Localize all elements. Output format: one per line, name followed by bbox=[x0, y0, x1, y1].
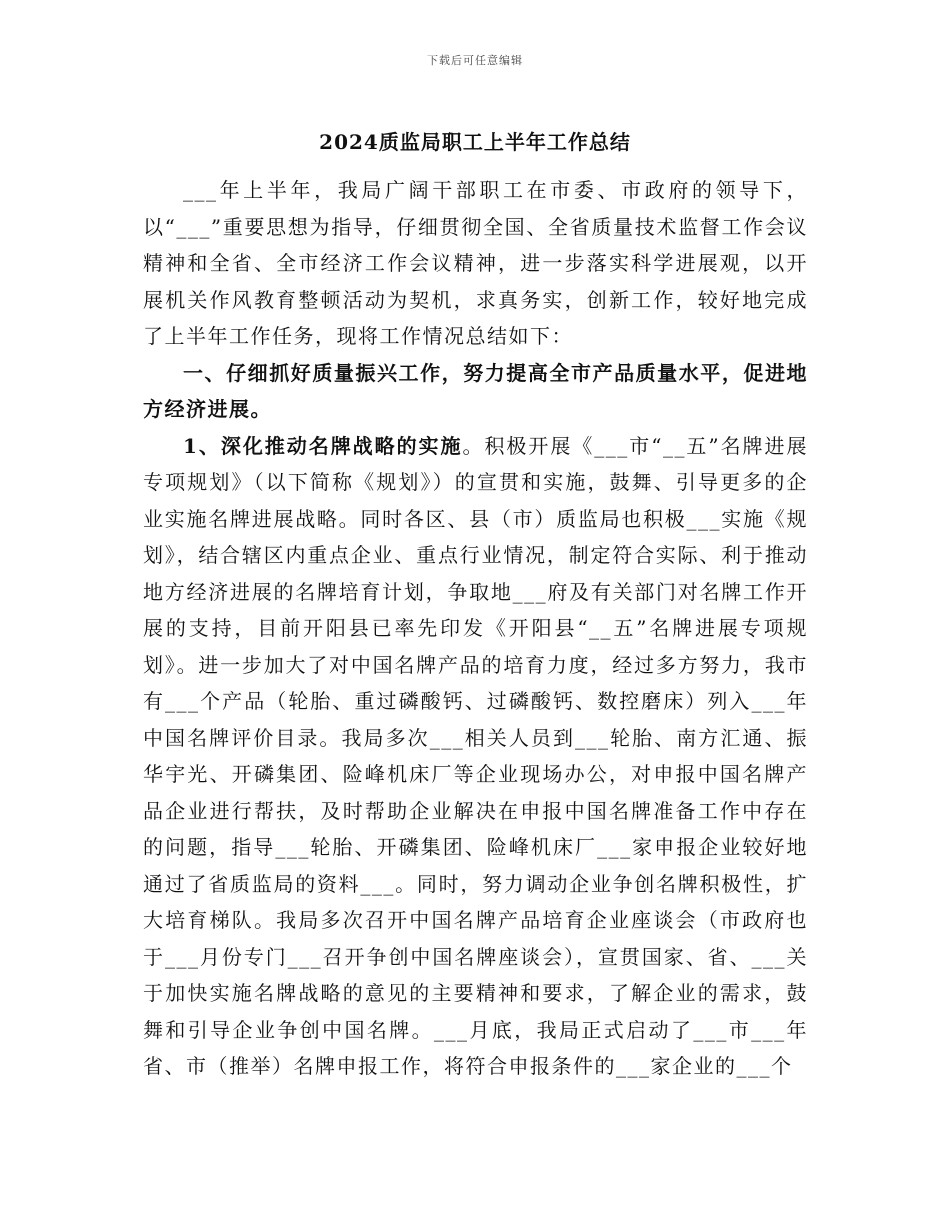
document-body bbox=[143, 172, 808, 1085]
item-1-text: 。积极开展《___市“__五”名牌进展专项规划》（以下简称《规划》）的宣贯和实施，鼓舞、引导更多的企业实施名牌进展战略。同时各区、县（市）质监局也积极___实施《规划》，结合辖区内重点企业、重点行业情况，制定符合实际、利于推动地方经济进展的名牌培育计划，争取地___府及有关部门对名牌工作开展的支持，目前开阳县已率先印发《开阳县“__五”名牌进展专项规划》。进一步加大了对中国名牌产品的培育力度，经过多方努力，我市有___个产品（轮胎、重过磷酸钙、过磷酸钙、数控磨床）列入___年中国名牌评价目录。我局多次___相关人员到___轮胎、南方汇通、振华宇光、开磷集团、险峰机床厂等企业现场办公，对申报中国名牌产品企业进行帮扶，及时帮助企业解决在申报中国名牌准备工作中存在的问题，指导___轮胎、开磷集团、险峰机床厂___家申报企业较好地通过了省质监局的资料___。同时，努力调动企业争创名牌积极性，扩大培育梯队。我局多次召开中国名牌产品培育企业座谈会（市政府也于___月份专门___召开争创中国名牌座谈会），宣贯国家、省、___关于加快实施名牌战略的意见的主要精神和要求，了解企业的需求，鼓舞和引导企业争创中国名牌。___月底，我局正式启动了___市___年省、市（推举）名牌申报工作，将符合申报条件的___家企业的___个 bbox=[143, 433, 808, 1078]
item-1-paragraph bbox=[143, 428, 808, 1085]
intro-paragraph: ___年上半年，我局广阔干部职工在市委、市政府的领导下，以“___”重要思想为指导，仔细贯彻全国、全省质量技术监督工作会议精神和全省、全市经济工作会议精神，进一步落实科学进展观，以开展机关作风教育整顿活动为契机，求真务实，创新工作，较好地完成了上半年工作任务，现将工作情况总结如下： bbox=[143, 178, 808, 348]
item-1-lead: 1、深化推动名牌战略的实施 bbox=[183, 433, 463, 458]
section-1-heading: 一、仔细抓好质量振兴工作，努力提高全市产品质量水平，促进地方经济进展。 bbox=[143, 360, 808, 421]
document-title: 2024质监局职工上半年工作总结 bbox=[319, 130, 631, 154]
header-note: 下载后可任意编辑 bbox=[427, 54, 523, 67]
